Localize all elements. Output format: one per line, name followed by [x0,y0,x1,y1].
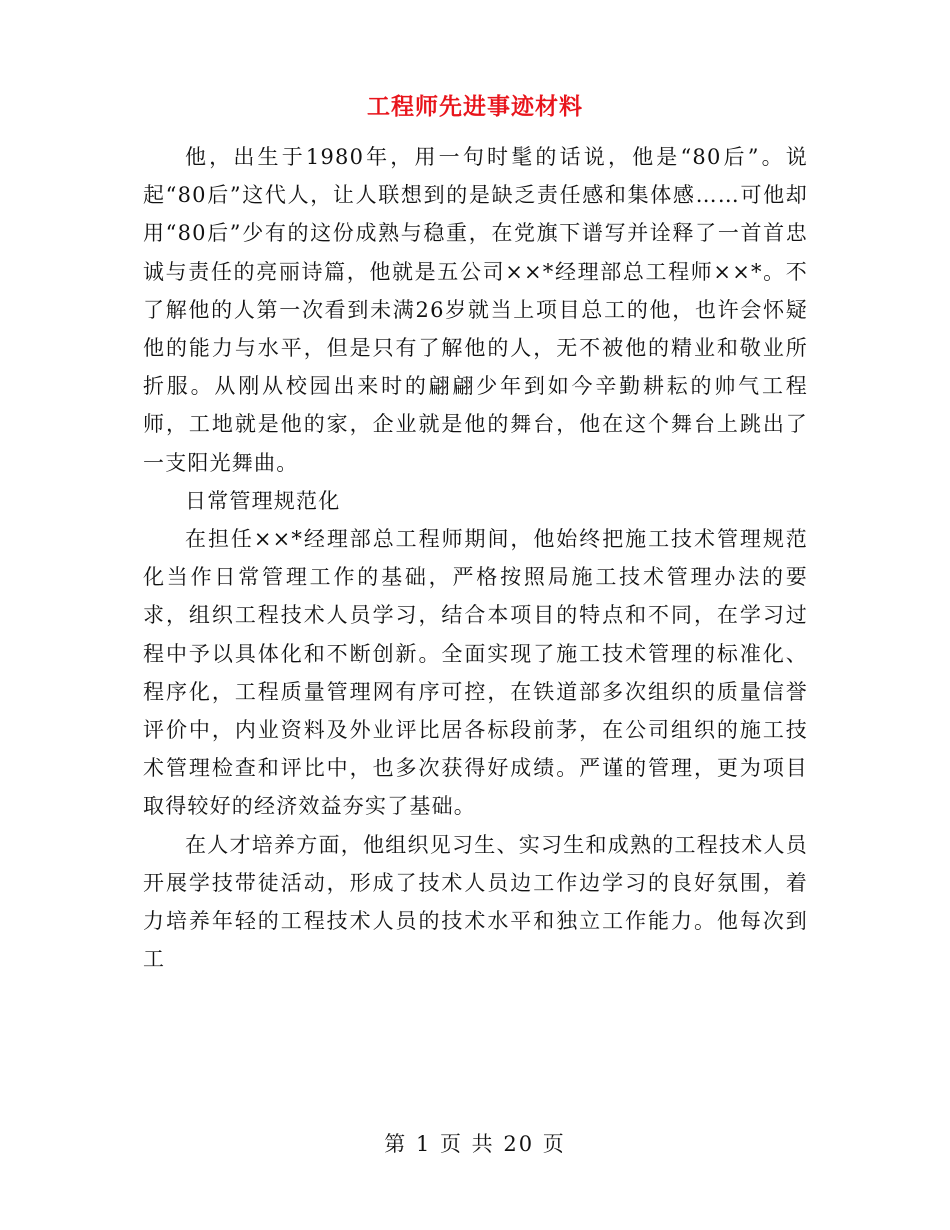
document-title: 工程师先进事迹材料 [367,93,583,120]
paragraph-training: 在人才培养方面，他组织见习生、实习生和成熟的工程技术人员开展学技带徒活动，形成了技术人员边工作边学习的良好氛围，着力培养年轻的工程技术人员的技术水平和独立工作能力。他每次到工 [143,832,808,972]
section-heading: 日常管理规范化 [185,488,341,513]
paragraph-management: 在担任××*经理部总工程师期间，他始终把施工技术管理规范化当作日常管理工作的基础，严格按照局施工技术管理办法的要求，组织工程技术人员学习，结合本项目的特点和不同，在学习过程中予以具体化和不断创新。全面实现了施工技术管理的标准化、程序化，工程质量管理网有序可控，在铁道部多次组织的质量信誉评价中，内业资料及外业评比居各标段前茅，在公司组织的施工技术管理检查和评比中，也多次获得好成绩。严谨的管理，更为项目取得较好的经济效益夯实了基础。 [143,527,808,819]
document-body [143,138,808,978]
paragraph-intro: 他，出生于1980年，用一句时髦的话说，他是“80后”。说起“80后”这代人，让人联想到的是缺乏责任感和集体感……可他却用“80后”少有的这份成熟与稳重，在党旗下谱写并诠释了一首首忠诚与责任的亮丽诗篇，他就是五公司××*经理部总工程师××*。不了解他的人第一次看到未满26岁就当上项目总工的他，也许会怀疑他的能力与水平，但是只有了解他的人，无不被他的精业和敬业所折服。从刚从校园出来时的翩翩少年到如今辛勤耕耘的帅气工程师，工地就是他的家，企业就是他的舞台，他在这个舞台上跳出了一支阳光舞曲。 [143,145,808,475]
page-number-footer: 第 1 页 共 20 页 [384,1132,566,1156]
